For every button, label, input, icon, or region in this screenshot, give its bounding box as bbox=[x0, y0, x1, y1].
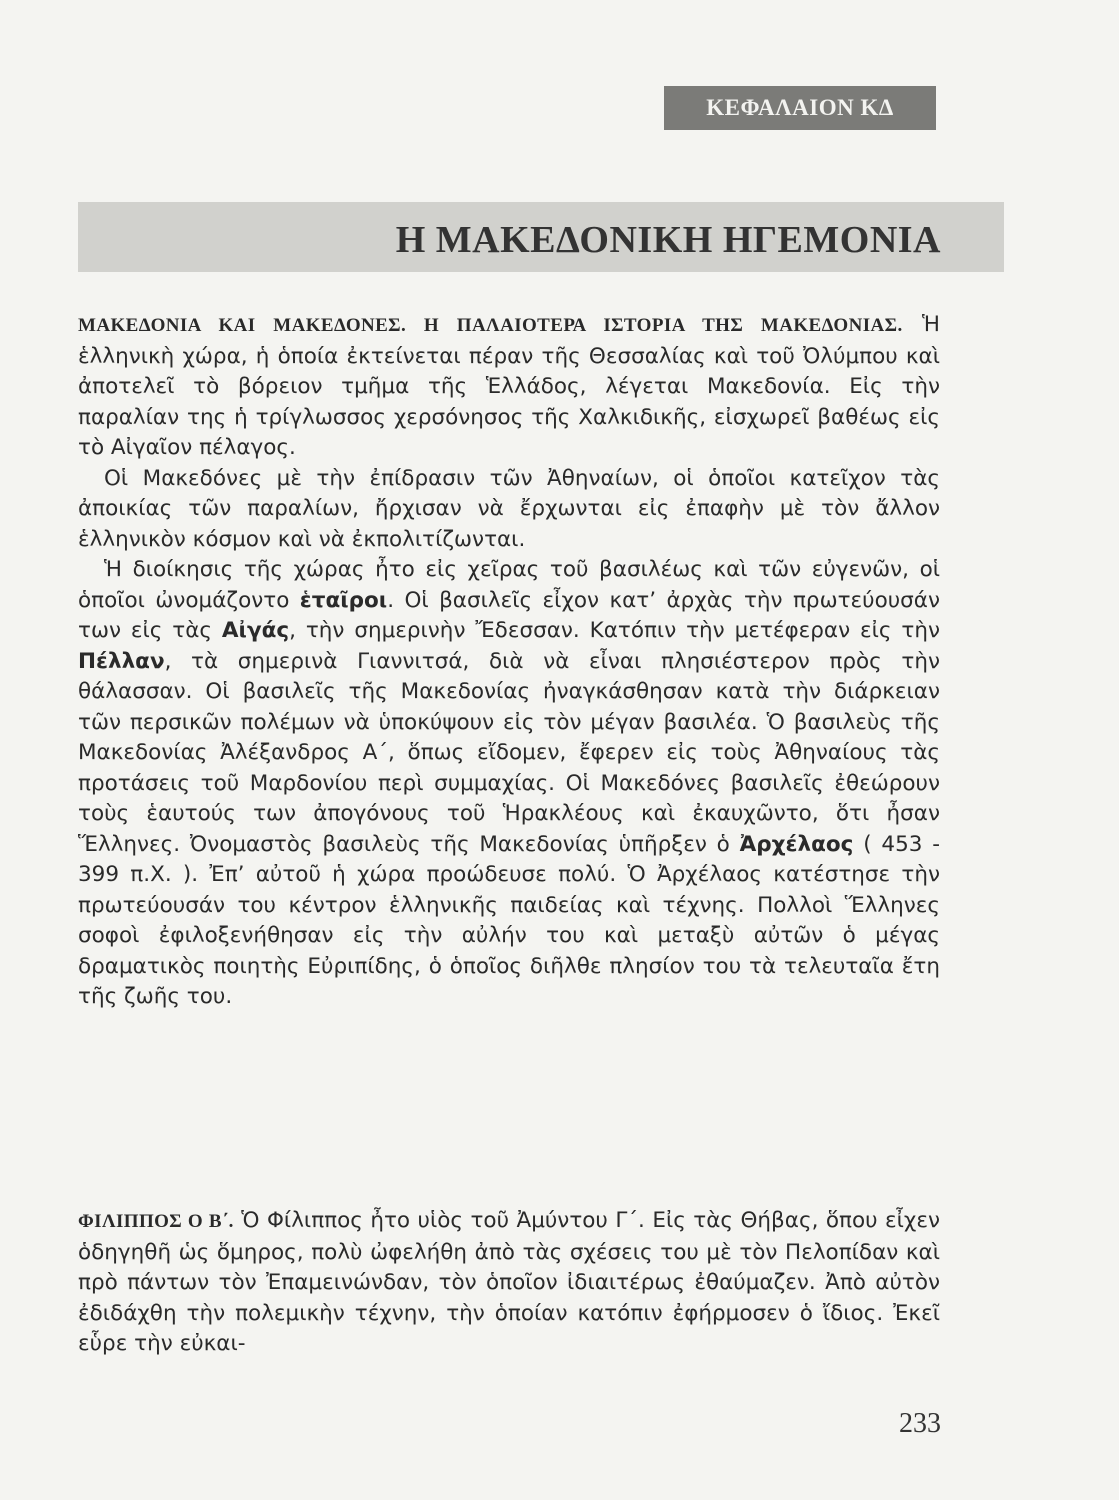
page-number: 233 bbox=[899, 1408, 941, 1439]
paragraph-text: ( 453 - 399 π.Χ. ). Ἐπ’ αὐτοῦ ἡ χώρα προώδευσε πολύ. Ὁ Ἀρχέλαος κατέστησε τὴν πρωτεύουσάν του κέντρον ἑλληνικῆς παιδείας καὶ τέχνης. Πολλοὶ Ἕλληνες σοφοὶ ἐφιλοξενήθησαν εἰς τὴν αὐλήν του καὶ μεταξὺ αὐτῶν ὁ μέγας δραματικὸς ποιητὴς Εὐριπίδης, ὁ ὁποῖος διῆλθε πλησίον του τὰ τελευταῖα ἔτη τῆς ζωῆς του. bbox=[78, 831, 941, 1009]
paragraph-text: Ἡ ἑλληνικὴ χώρα, ἡ ὁποία ἐκτείνεται πέραν τῆς Θεσσαλίας καὶ τοῦ Ὀλύμπου καὶ ἀποτελεῖ τὸ βόρειον τμῆμα τῆς Ἑλλάδος, λέγεται Μακεδονία. Εἰς τὴν παραλίαν της ἡ τρίγλωσσος χερσόνησος τῆς Χαλκιδικῆς, εἰσχωρεῖ βαθέως εἰς τὸ Αἰγαῖον πέλαγος. bbox=[78, 312, 940, 460]
paragraph-2: Οἱ Μακεδόνες μὲ τὴν ἐπίδρασιν τῶν Ἀθηναίων, οἱ ὁποῖοι κατεῖχον τὰς ἀποικίας τῶν παραλίων, ἤρχισαν νὰ ἔρχωνται εἰς ἐπαφὴν μὲ τὸν ἄλλον ἑλληνικὸν κόσμον καὶ νὰ ἐκπολιτίζωνται. bbox=[78, 465, 940, 552]
paragraph-philip bbox=[78, 1206, 940, 1360]
section-macedonia bbox=[78, 310, 940, 1013]
paragraph-text: , τὰ σημερινὰ Γιαννιτσά, διὰ νὰ εἶναι πλησιέστερον πρὸς τὴν θάλασσαν. Οἱ βασιλεῖς τῆς Μακεδονίας ἠναγκάσθησαν κατὰ τὴν διάρκειαν τῶν περσικῶν πολέμων νὰ ὑποκύψουν εἰς τὸν μέγαν βασιλέα. Ὁ βασιλεὺς τῆς Μακεδονίας Ἀλέξανδρος Α΄, ὅπως εἴδομεν, ἔφερεν εἰς τοὺς Ἀθηναίους τὰς προτάσεις τοῦ Μαρδονίου περὶ συμμαχίας. Οἱ Μακεδόνες βασιλεῖς ἐθεώρουν τοὺς ἑαυτούς των ἀπογόνους τοῦ Ἡρακλέους καὶ ἐκαυχῶντο, ὅτι ἦσαν Ἕλληνες. Ὀνομαστὸς βασιλεὺς τῆς Μακεδονίας ὑπῆρξεν ὁ bbox=[78, 648, 940, 857]
paragraph-text: Ὁ Φίλιππος ἦτο υἱὸς τοῦ Ἀμύντου Γ΄. Εἰς τὰς Θήβας, ὅπου εἶχεν ὁδηγηθῆ ὡς ὅμηρος, πολὺ ὠφελήθη ἀπὸ τὰς σχέσεις του μὲ τὸν Πελοπίδαν καὶ πρὸ πάντων τὸν Ἐπαμεινώνδαν, τὸν ὁποῖον ἰδιαιτέρως ἐθαύμαζεν. Ἀπὸ αὐτὸν ἐδιδάχθη τὴν πολεμικὴν τέχνην, τὴν ὁποίαν κατόπιν ἐφήρμοσεν ὁ ἴδιος. Ἐκεῖ εὗρε τὴν εὐκαι- bbox=[78, 1208, 940, 1356]
chapter-label: ΚΕΦΑΛΑΙΟΝ ΚΔ bbox=[664, 86, 936, 130]
highlighted-term: Πέλλαν bbox=[78, 648, 165, 674]
section-philip bbox=[78, 1206, 940, 1360]
paragraph-text: . Οἱ βασιλεῖς εἶχον κατ’ ἀρχὰς τὴν πρωτεύουσάν των εἰς τὰς bbox=[78, 587, 940, 643]
paragraph-3 bbox=[78, 555, 940, 1013]
highlighted-term: Αἰγάς bbox=[221, 618, 290, 643]
paragraph-text: Ἡ διοίκησις τῆς χώρας ἦτο εἰς χεῖρας τοῦ βασιλέως καὶ τῶν εὐγενῶν, οἱ ὁποῖοι ὠνομάζοντο bbox=[78, 557, 940, 613]
section-heading: ΦΙΛΙΠΠΟΣ Ο Β΄. bbox=[78, 1211, 234, 1232]
highlighted-term: Ἀρχέλαος bbox=[739, 831, 854, 857]
highlighted-term: ἑταῖροι bbox=[299, 587, 388, 613]
paragraph-1 bbox=[78, 310, 940, 464]
chapter-title: Η ΜΑΚΕΔΟΝΙΚΗ ΗΓΕΜΟΝΙΑ bbox=[395, 219, 941, 261]
paragraph-text: , τὴν σημερινὴν Ἔδεσσαν. Κατόπιν τὴν μετέφεραν εἰς τὴν bbox=[289, 618, 940, 643]
section-heading: ΜΑΚΕΔΟΝΙΑ ΚΑΙ ΜΑΚΕΔΟΝΕΣ. Η ΠΑΛΑΙΟΤΕΡΑ ΙΣΤΟΡΙΑ ΤΗΣ ΜΑΚΕΔΟΝΙΑΣ. bbox=[78, 315, 903, 336]
